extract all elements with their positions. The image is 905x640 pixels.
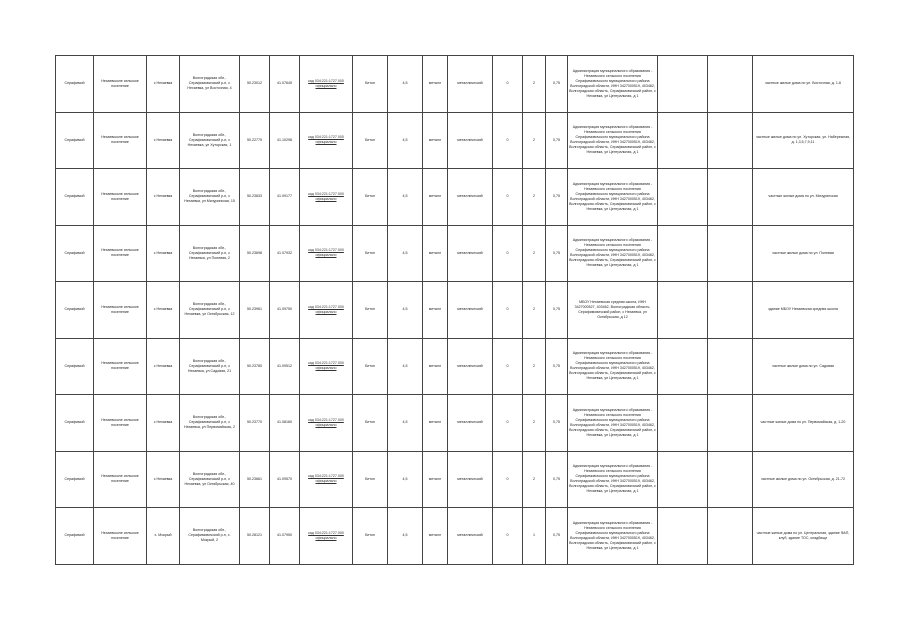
cell-address: Волгоградская обл., Серафимовичский р-н, с Нехаевка, ул Хуторская, 1	[180, 112, 240, 169]
cell-volume: 0,75	[546, 225, 568, 282]
cell-lon: 41.10298	[270, 112, 300, 169]
cell-settlement: Нехаевсколе сельское поселение	[94, 508, 147, 565]
cell-owner: Администрация муниципального образования - Нехаевского сельского поселения Серафимовичского муниципального района Волгоградской области, ИНН 3427000519, 403462, Волгоградская область, Серафимовичский район, с Нехаевка, ул Центральная, д 1	[568, 112, 658, 169]
cell-lon: 41.07950	[270, 508, 300, 565]
cell-surface: Бетон	[353, 282, 388, 339]
cell-lat: 50.23833	[240, 169, 270, 226]
cell-area: 4,5	[388, 169, 423, 226]
cadastre-link[interactable]: кад 034:221:1727.000 официально	[308, 78, 344, 88]
cadastre-link[interactable]: кад 034:221:1727.000 официально	[308, 474, 344, 484]
cell-district: Серафимой	[56, 338, 94, 395]
cell-settlement: Нехаевсколе сельское поселение	[94, 112, 147, 169]
empty-cell	[708, 225, 753, 282]
cell-type: металлический	[448, 282, 493, 339]
cell-district: Серафимой	[56, 395, 94, 452]
cell-locality: с Нехаевка	[147, 112, 180, 169]
cell-type: металлический	[448, 112, 493, 169]
cadastre-link[interactable]: кад 034:221:1727.000 официально	[308, 417, 344, 427]
cell-area: 4,5	[388, 338, 423, 395]
cell-locality: с Нехаевка	[147, 56, 180, 113]
cell-address: Волгоградская обл., Серафимовичский р-н, с Нехаевка, ул Октябрьская, 40	[180, 451, 240, 508]
cell-sources: частные жилые дома по ул. Мичуринская	[753, 169, 854, 226]
cell-address: Волгоградская обл., Серафимовичский р-н, с Нехаевка, ул Первомайская, 2	[180, 395, 240, 452]
table-row	[56, 508, 854, 565]
cell-locality: с Нехаевка	[147, 169, 180, 226]
cell-c1: 0	[493, 451, 523, 508]
cadastre-link[interactable]: кад 034:221:1727.000 официально	[308, 361, 344, 371]
cell-lat: 50.23961	[240, 282, 270, 339]
cell-settlement: Нехаевсколе сельское поселение	[94, 395, 147, 452]
cell-owner: Администрация муниципального образования - Нехаевского сельского поселения Серафимовичского муниципального района Волгоградской области, ИНН 3427000519, 403462, Волгоградская область, Серафимовичский район, с Нехаевка, ул Центральная, д 1	[568, 451, 658, 508]
cell-area: 4,5	[388, 451, 423, 508]
cell-fence: металл	[423, 338, 448, 395]
cell-area: 4,5	[388, 282, 423, 339]
cell-area: 4,5	[388, 508, 423, 565]
registry-table	[55, 55, 854, 565]
cell-volume: 0,75	[546, 451, 568, 508]
cell-lat: 50.23012	[240, 56, 270, 113]
cell-locality: с Нехаевка	[147, 338, 180, 395]
cell-c2: 1	[523, 508, 546, 565]
cell-cadastre	[300, 169, 353, 226]
cell-fence: металл	[423, 508, 448, 565]
cell-district: Серафимой	[56, 508, 94, 565]
cell-district: Серафимой	[56, 56, 94, 113]
cell-surface: Бетон	[353, 508, 388, 565]
empty-cell	[708, 169, 753, 226]
table-row	[56, 112, 854, 169]
cadastre-link[interactable]: кад 034:221:1727.000 официально	[308, 248, 344, 258]
cell-cadastre	[300, 282, 353, 339]
cadastre-link[interactable]: кад 034:221:1727.000 официально	[308, 135, 344, 145]
cell-locality: с Нехаевка	[147, 395, 180, 452]
cell-settlement: Нехаевсколе сельское поселение	[94, 56, 147, 113]
cell-fence: металл	[423, 282, 448, 339]
cell-area: 4,5	[388, 395, 423, 452]
table-row	[56, 282, 854, 339]
cell-c1: 0	[493, 395, 523, 452]
cell-locality: с Нехаевка	[147, 451, 180, 508]
table-row	[56, 451, 854, 508]
cell-settlement: Нехаевсколе сельское поселение	[94, 451, 147, 508]
cell-c1: 0	[493, 508, 523, 565]
cell-district: Серафимой	[56, 282, 94, 339]
cell-volume: 0,75	[546, 282, 568, 339]
cell-locality: с Нехаевка	[147, 225, 180, 282]
cell-surface: Бетон	[353, 338, 388, 395]
registry-table-sheet	[55, 55, 853, 564]
cell-fence: металл	[423, 169, 448, 226]
empty-cell	[708, 508, 753, 565]
cell-volume: 0,75	[546, 395, 568, 452]
cell-cadastre	[300, 56, 353, 113]
cell-type: металлический	[448, 451, 493, 508]
cell-area: 4,5	[388, 225, 423, 282]
cell-c1: 0	[493, 338, 523, 395]
empty-cell	[658, 338, 708, 395]
cell-c2: 2	[523, 225, 546, 282]
cadastre-link[interactable]: кад 034:221:1727.000 официально	[308, 191, 344, 201]
cell-volume: 0,75	[546, 112, 568, 169]
cell-fence: металл	[423, 112, 448, 169]
empty-cell	[708, 395, 753, 452]
cell-owner: Администрация муниципального образования - Нехаевского сельского поселения Серафимовичского муниципального района Волгоградской области, ИНН 3427000519, 403462, Волгоградская область, Серафимовичский район, с Нехаевка, ул Центральная, д 1	[568, 169, 658, 226]
table-row	[56, 56, 854, 113]
cell-district: Серафимой	[56, 225, 94, 282]
cell-lat: 50.22775	[240, 112, 270, 169]
empty-cell	[708, 56, 753, 113]
cell-area: 4,5	[388, 56, 423, 113]
cell-sources: частные жилые дома по ул. Восточная, д. 1-6	[753, 56, 854, 113]
cell-district: Серафимой	[56, 169, 94, 226]
cell-lat: 50.23780	[240, 338, 270, 395]
cell-settlement: Нехаевсколе сельское поселение	[94, 169, 147, 226]
empty-cell	[658, 56, 708, 113]
cell-owner: Администрация муниципального образования - Нехаевского сельского поселения Серафимовичского муниципального района Волгоградской области, ИНН 3427000519, 403462, Волгоградская область, Серафимовичский район, с Нехаевка, ул Центральная, д 1	[568, 225, 658, 282]
cell-type: металлический	[448, 169, 493, 226]
cell-settlement: Нехаевсколе сельское поселение	[94, 225, 147, 282]
cell-lat: 50.28121	[240, 508, 270, 565]
empty-cell	[708, 338, 753, 395]
cell-lon: 41.09177	[270, 169, 300, 226]
cell-sources: частные жилые дома по ул. Октябрьская, д. 21-72	[753, 451, 854, 508]
cadastre-link[interactable]: кад 034:221:1727.000 официально	[308, 304, 344, 314]
cell-c2: 2	[523, 56, 546, 113]
cell-type: металлический	[448, 225, 493, 282]
empty-cell	[658, 451, 708, 508]
empty-cell	[708, 282, 753, 339]
empty-cell	[658, 112, 708, 169]
cell-c2: 2	[523, 395, 546, 452]
cell-lon: 41.09570	[270, 451, 300, 508]
cell-c2: 2	[523, 338, 546, 395]
cell-lon: 41.09512	[270, 338, 300, 395]
cell-c1: 0	[493, 56, 523, 113]
cell-cadastre	[300, 225, 353, 282]
cell-sources: частные жилые дома по ул. Центральная, здание ФАП, клуб, здание ТОС, кладбище	[753, 508, 854, 565]
cell-address: Волгоградская обл., Серафимовичский р-н, с Нехаевка, ул Восточная, 4	[180, 56, 240, 113]
empty-cell	[658, 508, 708, 565]
cell-district: Серафимой	[56, 451, 94, 508]
empty-cell	[658, 395, 708, 452]
cell-volume: 0,75	[546, 338, 568, 395]
cell-cadastre	[300, 395, 353, 452]
cell-c2: 2	[523, 282, 546, 339]
table-row	[56, 225, 854, 282]
cell-area: 4,5	[388, 112, 423, 169]
cell-surface: Бетон	[353, 451, 388, 508]
table-body	[56, 56, 854, 565]
cell-c2: 2	[523, 112, 546, 169]
cell-owner: Администрация муниципального образования - Нехаевского сельского поселения Серафимовичского муниципального района Волгоградской области, ИНН 3427000519, 403462, Волгоградская область, Серафимовичский район, с Нехаевка, ул Центральная, д 1	[568, 395, 658, 452]
cell-fence: металл	[423, 451, 448, 508]
empty-cell	[708, 451, 753, 508]
cell-surface: Бетон	[353, 395, 388, 452]
table-row	[56, 169, 854, 226]
cell-cadastre	[300, 338, 353, 395]
cell-lon: 41.09750	[270, 282, 300, 339]
cell-surface: Бетон	[353, 225, 388, 282]
cell-cadastre	[300, 508, 353, 565]
cell-sources: частные жилые дома по ул. Первомайская, д. 1-20	[753, 395, 854, 452]
cell-lat: 50.23770	[240, 395, 270, 452]
cell-sources: здание МБОУ Нехаевская средняя школа	[753, 282, 854, 339]
cell-locality: х. Мокрый	[147, 508, 180, 565]
cell-sources: частные жилые дома по ул. Садовая	[753, 338, 854, 395]
cell-surface: Бетон	[353, 169, 388, 226]
table-row	[56, 395, 854, 452]
cell-volume: 0,75	[546, 169, 568, 226]
cell-lat: 50.23698	[240, 225, 270, 282]
cell-owner: МБОУ Нехаевская средняя школа, ИНН 3427000527, 403462, Волгоградская область, Серафимовичский район, с Нехаевка, ул Октябрьская, д 12	[568, 282, 658, 339]
cell-volume: 0,75	[546, 56, 568, 113]
cell-type: металлический	[448, 338, 493, 395]
cell-c2: 2	[523, 451, 546, 508]
cadastre-link[interactable]: кад 034:221:1727.000 официально	[308, 530, 344, 540]
table-row	[56, 338, 854, 395]
cell-surface: Бетон	[353, 56, 388, 113]
empty-cell	[708, 112, 753, 169]
cell-cadastre	[300, 451, 353, 508]
cell-locality: с Нехаевка	[147, 282, 180, 339]
cell-address: Волгоградская обл., Серафимовичский р-н, х. Мокрый, 2	[180, 508, 240, 565]
cell-owner: Администрация муниципального образования - Нехаевского сельского поселения Серафимовичского муниципального района Волгоградской области, ИНН 3427000519, 403462, Волгоградская область, Серафимовичский район, с Нехаевка, ул Центральная, д 1	[568, 56, 658, 113]
cell-c1: 0	[493, 169, 523, 226]
cell-c1: 0	[493, 112, 523, 169]
cell-fence: металл	[423, 56, 448, 113]
cell-type: металлический	[448, 395, 493, 452]
cell-cadastre	[300, 112, 353, 169]
cell-address: Волгоградская обл., Серафимовичский р-н, с Нехаевка, ул Октябрьская, 12	[180, 282, 240, 339]
cell-type: металлический	[448, 56, 493, 113]
cell-c2: 2	[523, 169, 546, 226]
cell-lat: 50.23661	[240, 451, 270, 508]
cell-district: Серафимой	[56, 112, 94, 169]
cell-lon: 41.08160	[270, 395, 300, 452]
empty-cell	[658, 169, 708, 226]
cell-surface: Бетон	[353, 112, 388, 169]
cell-lon: 41.07932	[270, 225, 300, 282]
empty-cell	[658, 282, 708, 339]
cell-address: Волгоградская обл., Серафимовичский р-н, с Нехаевка, ул Мичуринская, 15	[180, 169, 240, 226]
cell-c1: 0	[493, 225, 523, 282]
cell-address: Волгоградская обл., Серафимовичский р-н, с Нехаевка, ул Садовая, 21	[180, 338, 240, 395]
cell-fence: металл	[423, 225, 448, 282]
cell-c1: 0	[493, 282, 523, 339]
cell-type: металлический	[448, 508, 493, 565]
cell-sources: частные жилые дома по ул. Хуторская, ул. Набережная, д. 1,3,5,7,9,11	[753, 112, 854, 169]
cell-owner: Администрация муниципального образования - Нехаевского сельского поселения Серафимовичского муниципального района Волгоградской области, ИНН 3427000519, 403462, Волгоградская область, Серафимовичский район, с Нехаевка, ул Центральная, д 1	[568, 508, 658, 565]
cell-settlement: Нехаевсколе сельское поселение	[94, 338, 147, 395]
cell-owner: Администрация муниципального образования - Нехаевского сельского поселения Серафимовичского муниципального района Волгоградской области, ИНН 3427000519, 403462, Волгоградская область, Серафимовичский район, с Нехаевка, ул Центральная, д 1	[568, 338, 658, 395]
cell-address: Волгоградская обл., Серафимовичский р-н, с Нехаевка, ул Полевая, 2	[180, 225, 240, 282]
empty-cell	[658, 225, 708, 282]
cell-sources: частные жилые дома по ул. Полевая	[753, 225, 854, 282]
cell-lon: 41.07645	[270, 56, 300, 113]
cell-fence: металл	[423, 395, 448, 452]
cell-volume: 0,75	[546, 508, 568, 565]
cell-settlement: Нехаевсколе сельское поселение	[94, 282, 147, 339]
